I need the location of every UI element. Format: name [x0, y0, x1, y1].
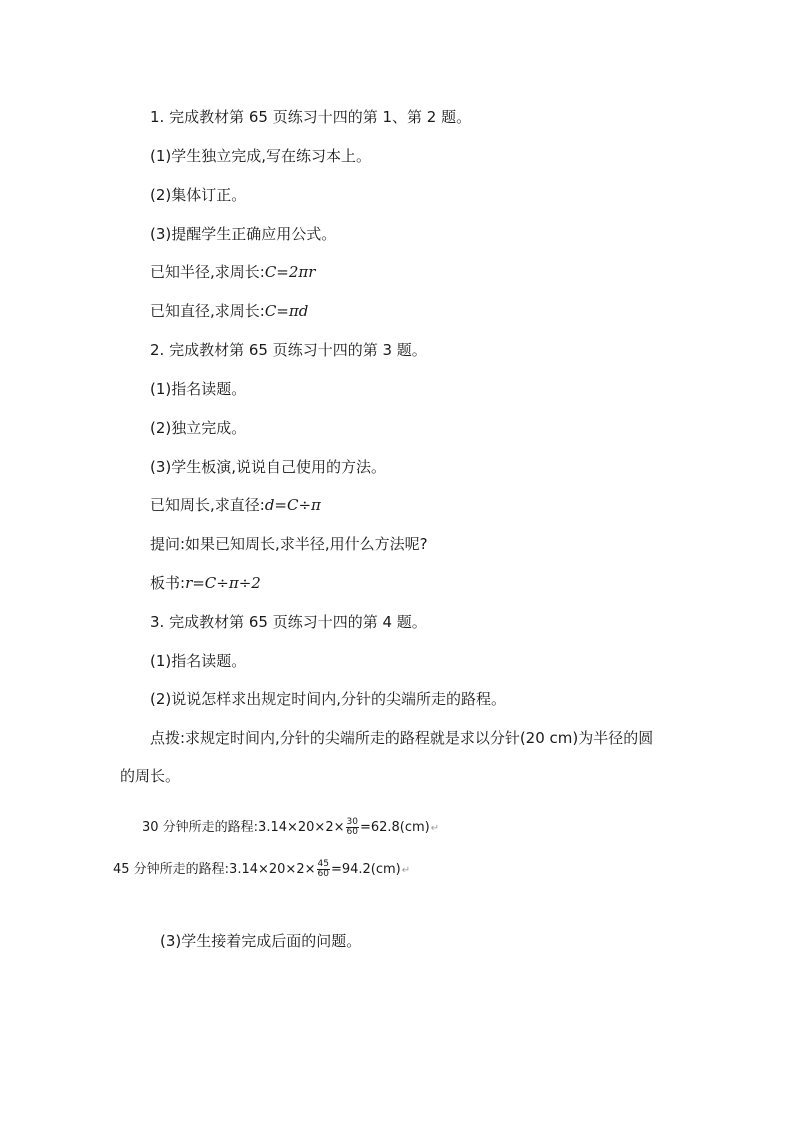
task-3-heading: 3. 完成教材第 65 页练习十四的第 4 题。 [150, 613, 427, 631]
fraction-denominator: 60 [346, 827, 358, 837]
fraction-45-60 [317, 860, 330, 879]
step-3-1: (1)指名读题。 [150, 652, 247, 670]
formula-radius [150, 262, 315, 282]
formula-diameter [150, 301, 308, 321]
formula-find-radius [150, 573, 261, 593]
step-3-2: (2)说说怎样求出规定时间内,分针的尖端所走的路程。 [150, 690, 507, 708]
formula-find-radius-label: 板书: [150, 574, 186, 592]
formula-radius-label: 已知半径,求周长: [150, 263, 265, 281]
step-1-1: (1)学生独立完成,写在练习本上。 [150, 147, 372, 165]
hint-line-2: 的周长。 [120, 767, 181, 785]
step-1-2: (2)集体订正。 [150, 186, 247, 204]
formula-diameter-label: 已知直径,求周长: [150, 302, 265, 320]
return-mark: ↵ [401, 865, 411, 876]
calc-45-result: =94.2(cm) [330, 862, 401, 877]
formula-find-radius-expr: r=C÷π÷2 [185, 574, 261, 592]
step-2-3: (3)学生板演,说说自己使用的方法。 [150, 458, 387, 476]
formula-find-diameter [150, 495, 321, 515]
step-2-2: (2)独立完成。 [150, 419, 247, 437]
formula-radius-expr: C=2πr [264, 263, 316, 281]
step-3-3: (3)学生接着完成后面的问题。 [160, 932, 362, 950]
fraction-numerator: 30 [346, 817, 358, 827]
step-1-3: (3)提醒学生正确应用公式。 [150, 225, 337, 243]
calc-30-prefix: 30 分钟所走的路程:3.14×20×2× [142, 820, 345, 835]
task-2-heading: 2. 完成教材第 65 页练习十四的第 3 题。 [150, 341, 427, 359]
calc-30-result: =62.8(cm) [359, 820, 430, 835]
step-2-1: (1)指名读题。 [150, 380, 247, 398]
fraction-30-60 [346, 818, 359, 837]
calc-30-minutes [142, 818, 439, 839]
question: 提问:如果已知周长,求半径,用什么方法呢? [150, 535, 428, 553]
return-mark: ↵ [430, 823, 440, 834]
formula-find-diameter-label: 已知周长,求直径: [150, 496, 265, 514]
calc-45-minutes [113, 860, 410, 881]
fraction-numerator: 45 [317, 859, 329, 869]
formula-find-diameter-expr: d=C÷π [264, 496, 321, 514]
fraction-denominator: 60 [317, 869, 329, 879]
formula-diameter-expr: C=πd [264, 302, 309, 320]
calc-45-prefix: 45 分钟所走的路程:3.14×20×2× [113, 862, 316, 877]
task-1-heading: 1. 完成教材第 65 页练习十四的第 1、第 2 题。 [150, 108, 472, 126]
hint-line-1: 点拨:求规定时间内,分针的尖端所走的路程就是求以分针(20 cm)为半径的圆 [150, 729, 654, 747]
